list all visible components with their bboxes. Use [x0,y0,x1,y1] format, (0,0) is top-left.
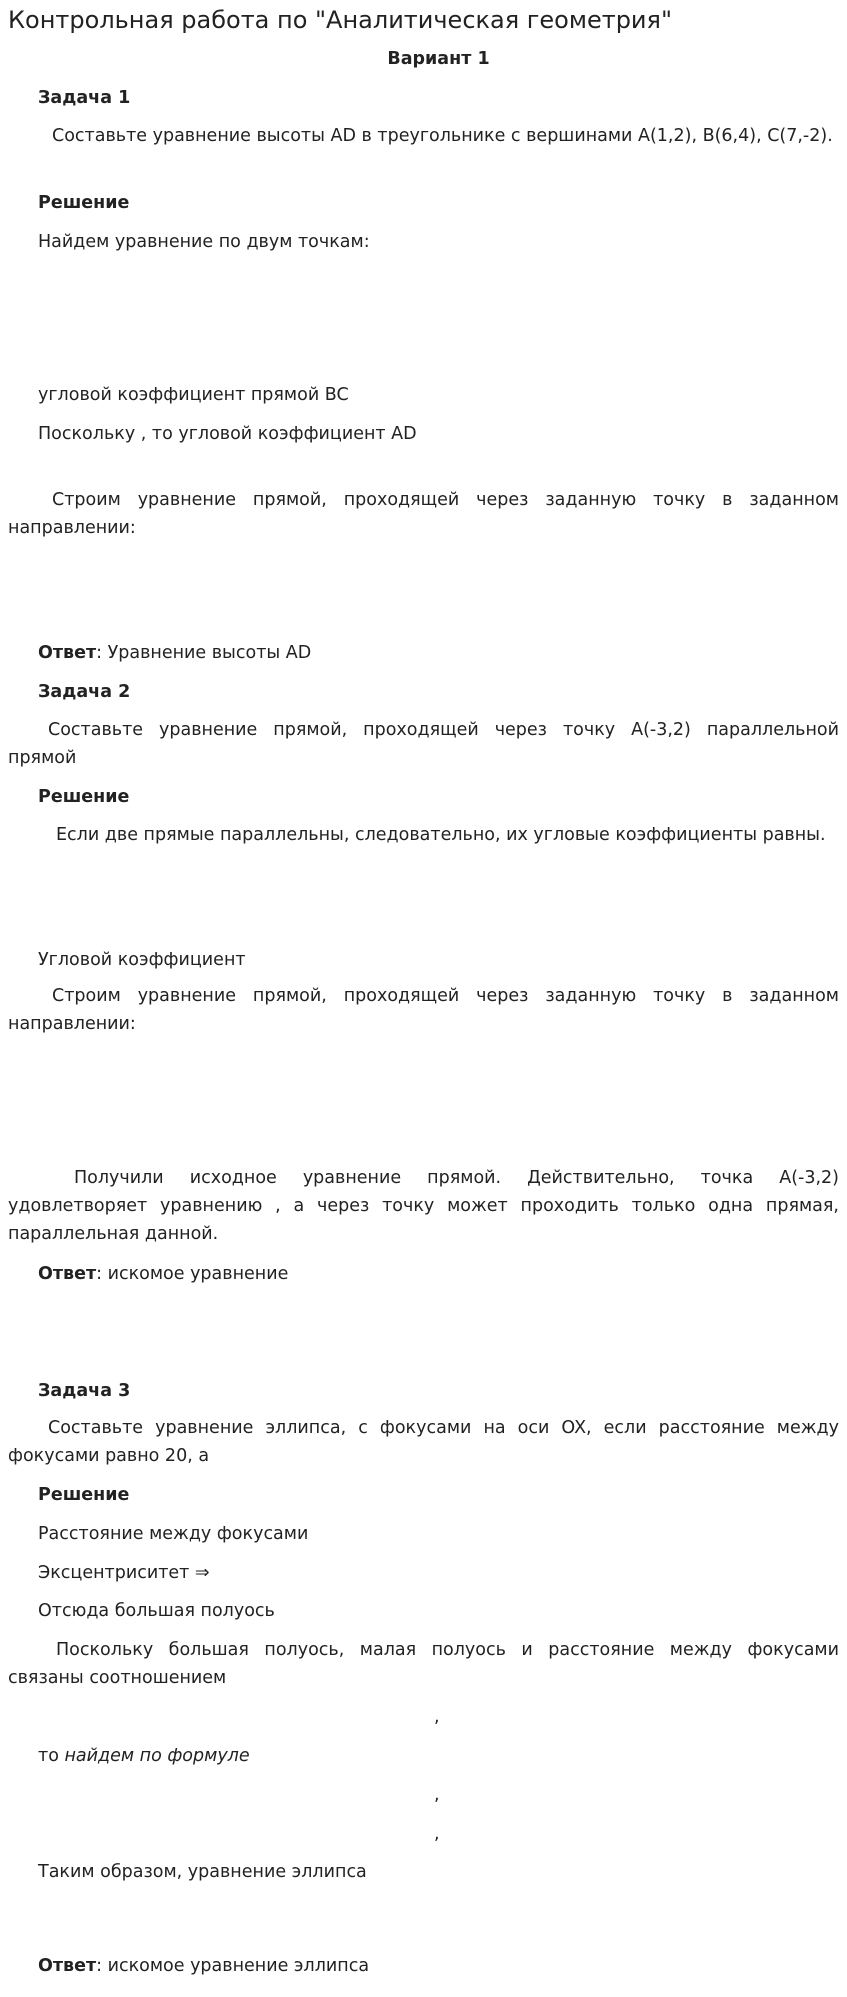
task2-line4: Получили исходное уравнение прямой. Действительно, точка A(-3,2) удовлетворяет уравнению , а через точку может проходить только одна прямая, параллельная данной. [8,1168,839,1244]
task2-heading: Задача 2 [38,682,131,702]
task1-line3: Поскольку , то угловой коэффициент AD [38,424,417,444]
task3-answer [38,1952,369,1980]
task1-statement: Составьте уравнение высоты AD в треугольнике с вершинами A(1,2), B(6,4), C(7,-2). [52,126,833,146]
task3-statement: Составьте уравнение эллипса, с фокусами на оси OX, если расстояние между фокусами равно 20, а [8,1418,839,1466]
task3-line4: Поскольку большая полуось, малая полуось и расстояние между фокусами связаны соотношением [8,1640,839,1688]
task3-heading: Задача 3 [38,1381,131,1401]
task2-answer [38,1260,288,1288]
task1-line2: угловой коэффициент прямой BC [38,385,349,405]
task1-answer [38,639,311,667]
task3-line6: Таким образом, уравнение эллипса [38,1862,367,1882]
task1-line4: Строим уравнение прямой, проходящей через заданную точку в заданном направлении: [8,490,839,538]
task1-answer-text: : Уравнение высоты AD [96,643,312,663]
task2-answer-label: Ответ [38,1264,97,1284]
task3-line2: Эксцентриситет ⇒ [38,1563,210,1583]
task3-line5 [38,1742,250,1770]
task3-comma-3: , [434,1824,440,1844]
task3-line1: Расстояние между фокусами [38,1524,309,1544]
task3-comma-2: , [434,1785,440,1805]
task3-line5-italic: найдем по формуле [64,1746,250,1766]
task2-line2: Угловой коэффициент [38,950,246,970]
task3-solution-label: Решение [38,1485,130,1505]
task1-line1: Найдем уравнение по двум точкам: [38,232,370,252]
task2-answer-text: : искомое уравнение [96,1264,289,1284]
task3-line3: Отсюда большая полуось [38,1601,275,1621]
task2-line3: Строим уравнение прямой, проходящей через заданную точку в заданном направлении: [8,986,839,1034]
task3-answer-label: Ответ [38,1956,97,1976]
variant-heading: Вариант 1 [387,49,490,69]
task3-line5-prefix: то [38,1746,65,1766]
task3-comma-1: , [434,1707,440,1727]
page-title: Контрольная работа по "Аналитическая геометрия" [8,6,673,34]
task1-answer-label: Ответ [38,643,97,663]
task3-answer-text: : искомое уравнение эллипса [96,1956,370,1976]
task1-solution-label: Решение [38,193,130,213]
task2-solution-label: Решение [38,787,130,807]
task2-line1: Если две прямые параллельны, следовательно, их угловые коэффициенты равны. [56,825,826,845]
task1-heading: Задача 1 [38,88,131,108]
task2-statement: Составьте уравнение прямой, проходящей через точку A(-3,2) параллельной прямой [8,720,839,768]
